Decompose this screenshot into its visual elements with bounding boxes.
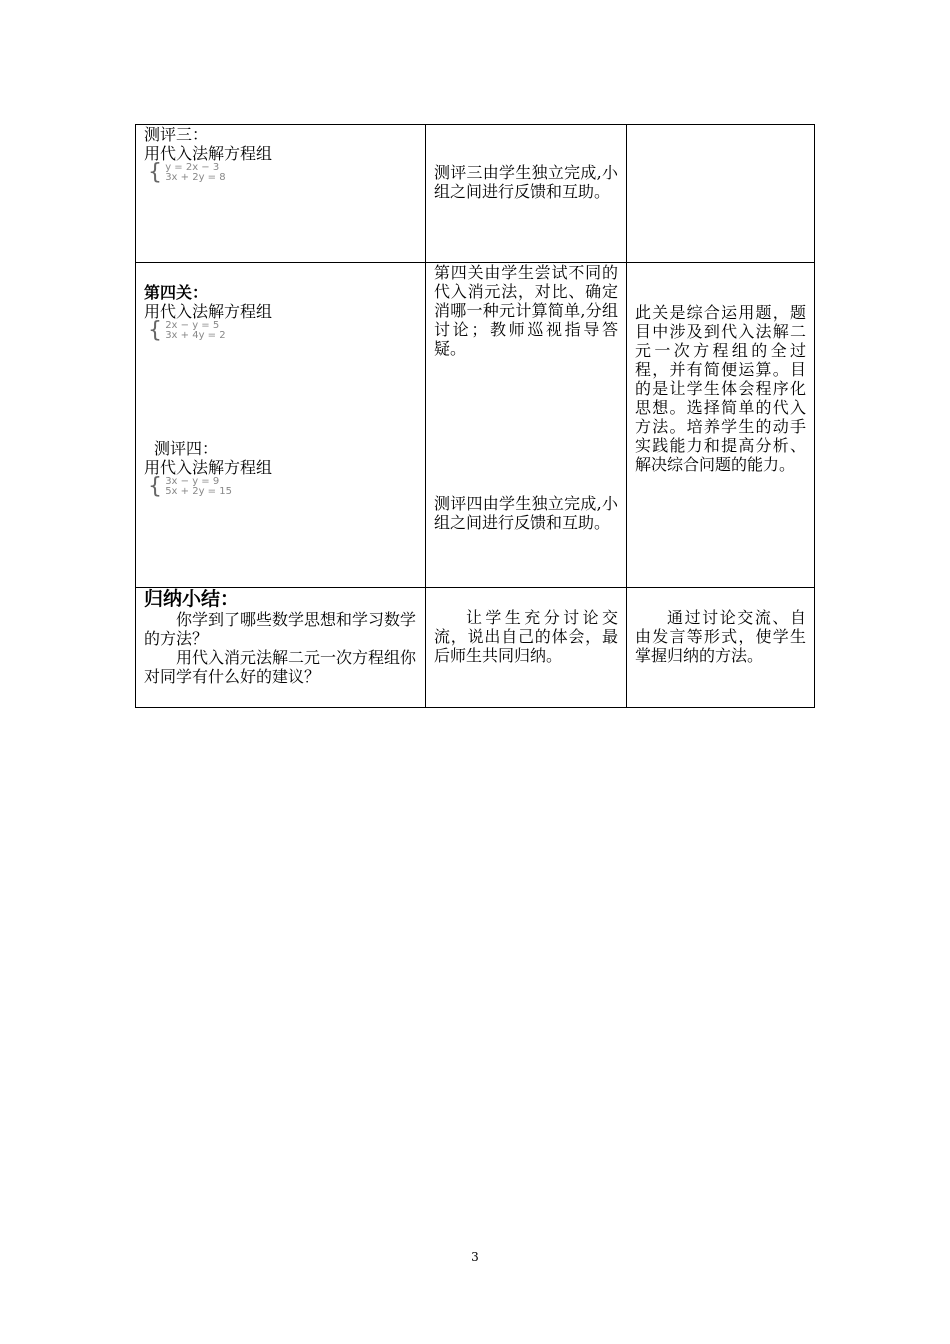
method-text: 测评四由学生独立完成,小组之间进行反馈和互助。: [434, 494, 618, 532]
lesson-table: [135, 124, 815, 708]
table-row: [136, 125, 815, 263]
equation-line: 3x + 4y = 2: [165, 330, 226, 341]
method-text: 第四关由学生尝试不同的代入消元法，对比、确定消哪一种元计算简单,分组讨论；教师巡视指导答疑。: [434, 263, 618, 358]
page-number: 3: [471, 1250, 479, 1264]
equation-system: { 3x − y = 9 5x + 2y = 15: [148, 474, 232, 499]
purpose-cell: [627, 588, 815, 708]
equation-system: { 2x − y = 5 3x + 4y = 2: [148, 318, 226, 343]
summary-question: 你学到了哪些数学思想和学习数学的方法？: [144, 610, 417, 648]
summary-question: 用代入消元法解二元一次方程组你对同学有什么好的建议？: [144, 648, 417, 686]
method-cell: [426, 125, 627, 263]
method-text: 测评三由学生独立完成,小组之间进行反馈和互助。: [434, 163, 618, 201]
task-text: 用代入法解方程组: [144, 302, 273, 321]
task-text: 用代入法解方程组: [144, 144, 273, 163]
equation-line: 5x + 2y = 15: [165, 486, 232, 497]
section-heading: 归纳小结：: [144, 588, 240, 610]
activity-cell: [136, 125, 426, 263]
section-heading: 测评四：: [154, 439, 219, 458]
section-heading: 第四关：: [144, 283, 209, 302]
method-text: 让学生充分讨论交流，说出自己的体会，最后师生共同归纳。: [434, 608, 618, 665]
equation-line: y = 2x − 3: [165, 162, 220, 173]
method-cell: [426, 263, 627, 588]
task-text: 用代入法解方程组: [144, 458, 273, 477]
equation-system: { y = 2x − 3 3x + 2y = 8: [148, 160, 226, 185]
table-row: [136, 588, 815, 708]
purpose-text: 通过讨论交流、自由发言等形式，使学生掌握归纳的方法。: [635, 608, 806, 665]
equation-line: 3x − y = 9: [165, 476, 220, 487]
equation-line: 3x + 2y = 8: [165, 172, 226, 183]
activity-cell: [136, 263, 426, 588]
method-cell: [426, 588, 627, 708]
section-heading: 测评三：: [144, 125, 209, 144]
purpose-cell: [627, 263, 815, 588]
activity-cell: [136, 588, 426, 708]
purpose-cell: [627, 125, 815, 263]
equation-line: 2x − y = 5: [165, 320, 220, 331]
purpose-text: 此关是综合运用题，题目中涉及到代入法解二元一次方程组的全过程，并有简便运算。目的是让学生体会程序化思想。选择简单的代入方法。培养学生的动手实践能力和提高分析、解决综合问题的能力。: [635, 303, 806, 474]
table-row: [136, 263, 815, 588]
